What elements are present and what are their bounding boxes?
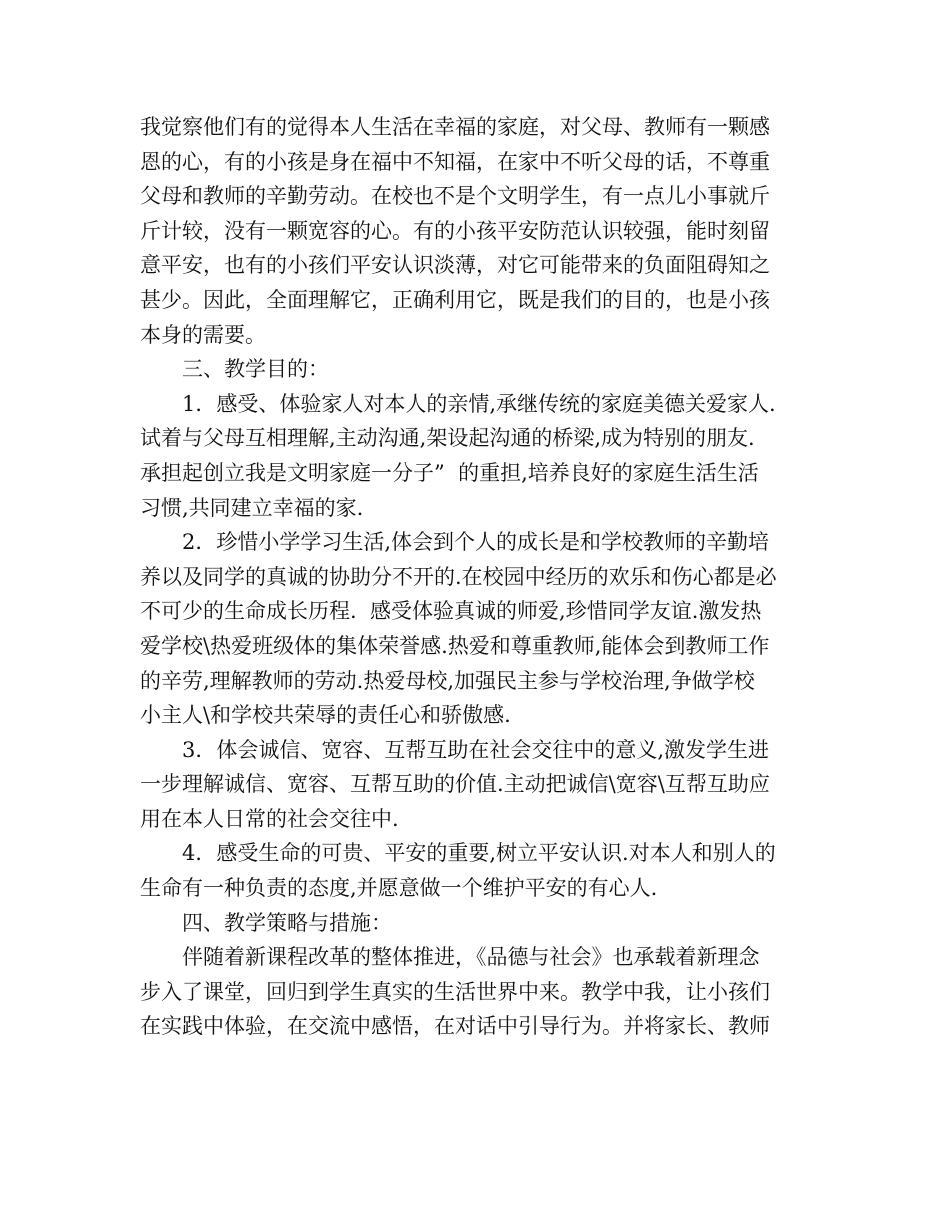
- text-line: 不可少的生命成长历程. 感受体验真诚的师爱,珍惜同学友谊.激发热: [140, 599, 762, 624]
- paragraph-goal-2: [140, 525, 812, 733]
- text-line: 4．感受生命的可贵、平安的重要,树立平安认识.对本人和别人的: [182, 841, 776, 866]
- text-line: 斤计较，没有一颗宽容的心。有的小孩平安防范认识较强，能时刻留: [140, 218, 770, 243]
- text-line: 在实践中体验，在交流中感悟，在对话中引导行为。并将家长、教师: [140, 1014, 770, 1039]
- text-line: 步入了课堂，回归到学生真实的生活世界中来。教学中我，让小孩们: [140, 979, 770, 1004]
- text-line: 2．珍惜小学学习生活,体会到个人的成长是和学校教师的辛勤培: [182, 530, 770, 555]
- text-line: 我觉察他们有的觉得本人生活在幸福的家庭，对父母、教师有一颗感: [140, 115, 770, 139]
- text-line: 1．感受、体验家人对本人的亲情,承继传统的家庭美德关爱家人.: [182, 391, 776, 416]
- text-line: 用在本人日常的社会交往中.: [140, 806, 399, 831]
- paragraph-goal-3: [140, 733, 812, 837]
- text-line: 父母和教师的辛勤劳动。在校也不是个文明学生，有一点儿小事就斤: [140, 184, 770, 209]
- heading-text: 四、教学策略与措施：: [182, 910, 392, 935]
- text-line: 恩的心，有的小孩是身在福中不知福，在家中不听父母的话，不尊重: [140, 149, 770, 174]
- text-line: 3．体会诚信、宽容、互帮互助在社会交往中的意义,激发学生进: [182, 737, 770, 762]
- text-line: 爱学校\热爱班级体的集体荣誉感.热爱和尊重教师,能体会到教师工作: [140, 633, 770, 658]
- text-line: 生命有一种负责的态度,并愿意做一个维护平安的有心人.: [140, 876, 658, 901]
- text-line: 养以及同学的真诚的协助分不开的.在校园中经历的欢乐和伤心都是必: [140, 564, 777, 589]
- paragraph-goal-1: [140, 387, 812, 525]
- paragraph-strategy: [140, 940, 812, 1044]
- text-line: 一步理解诚信、宽容、互帮互助的价值.主动把诚信\宽容\互帮互助应: [140, 772, 770, 797]
- text-line: 意平安，也有的小孩们平安认识淡薄，对它可能带来的负面阻碍知之: [140, 253, 770, 278]
- heading-text: 三、教学目的：: [182, 357, 329, 382]
- text-line: 甚少。因此，全面理解它，正确利用它，既是我们的目的，也是小孩: [140, 287, 770, 312]
- paragraph-goal-4: [140, 836, 812, 905]
- text-line: 本身的需要。: [140, 322, 266, 347]
- document-page: [140, 110, 812, 1044]
- text-line: 试着与父母互相理解,主动沟通,架设起沟通的桥梁,成为特别的朋友.: [140, 426, 755, 451]
- section-heading-strategies: [140, 906, 812, 941]
- text-line: 伴随着新课程改革的整体推进，《品德与社会》也承载着新理念: [182, 945, 760, 970]
- text-line: 的辛劳,理解教师的劳动.热爱母校,加强民主参与学校治理,争做学校: [140, 668, 755, 693]
- paragraph-intro-continuation: [140, 110, 812, 352]
- text-line: 承担起创立我是文明家庭一分子” 的重担,培养良好的家庭生活生活: [140, 460, 759, 485]
- text-line: 习惯,共同建立幸福的家.: [140, 495, 364, 520]
- text-line: 小主人\和学校共荣辱的责任心和骄傲感.: [140, 703, 511, 728]
- section-heading-teaching-goals: [140, 352, 812, 387]
